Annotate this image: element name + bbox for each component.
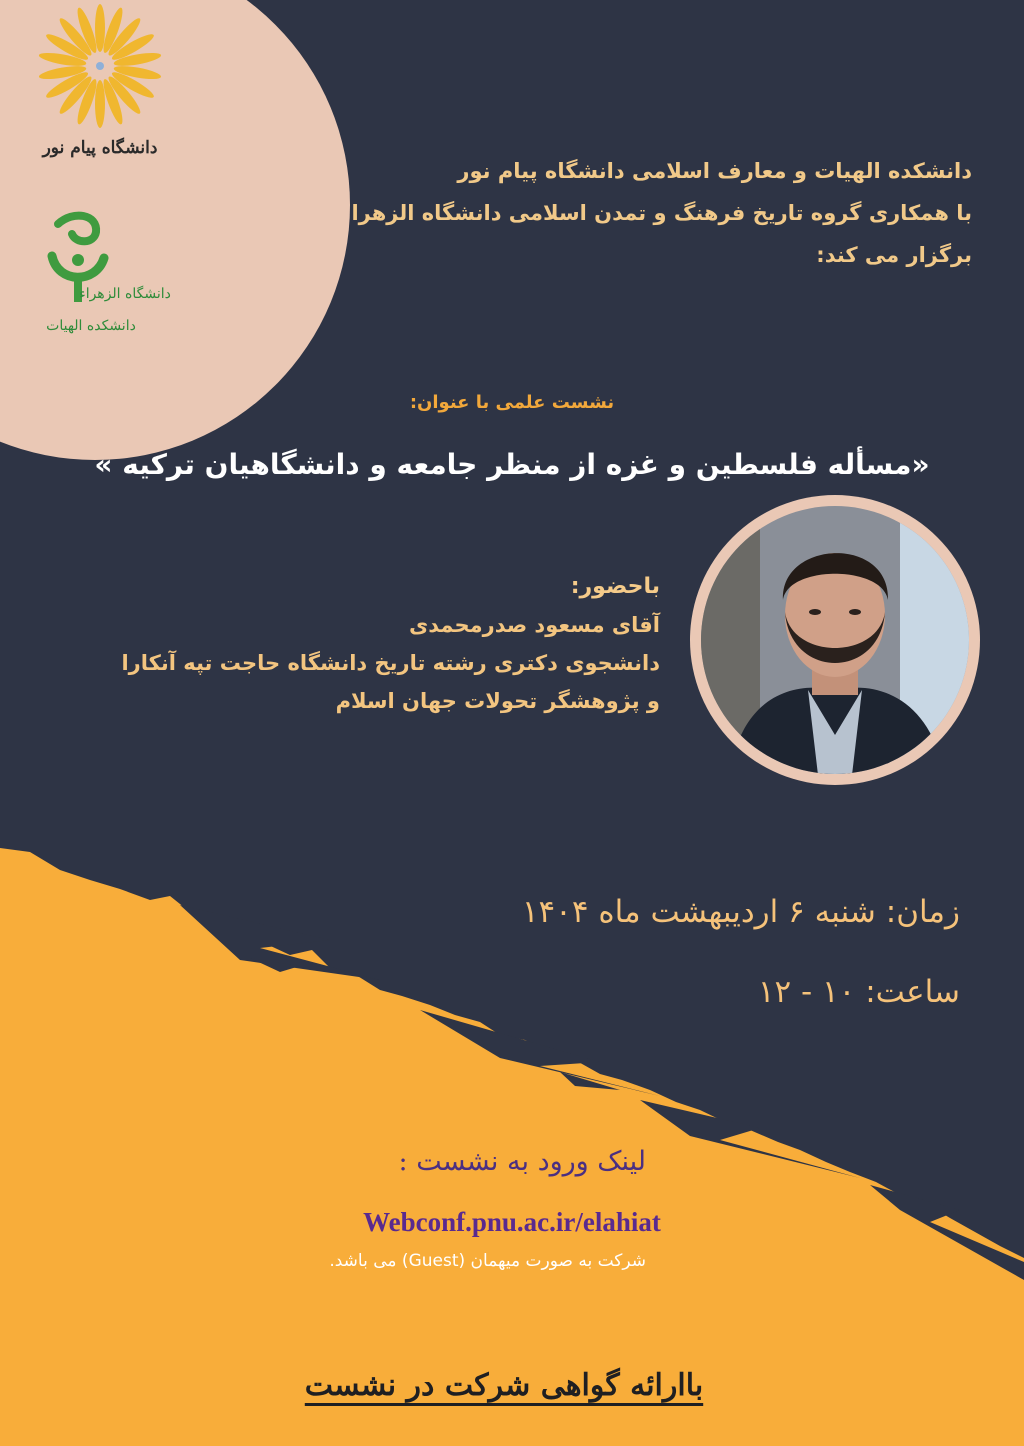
session-label: نشست علمی با عنوان: xyxy=(409,392,615,413)
schedule-date: زمان: شنبه ۶ اردیبهشت ماه ۱۴۰۴ xyxy=(521,894,960,930)
speaker-line-2: دانشجوی دکتری رشته تاریخ دانشگاه حاجت تپه آنکارا xyxy=(121,651,660,675)
speaker-name: آقای مسعود صدرمحمدی xyxy=(409,613,660,637)
certificate-note: باارائه گواهی شرکت در نشست xyxy=(304,1368,704,1403)
intro-line-2: با همکاری گروه تاریخ فرهنگ و تمدن اسلامی دانشگاه الزهرا xyxy=(351,201,972,225)
webconf-link[interactable]: Webconf.pnu.ac.ir/elahiat xyxy=(363,1207,661,1237)
alzahra-logo-caption-1: دانشگاه الزهراء xyxy=(79,286,171,302)
speaker-info xyxy=(100,568,660,720)
intro-line-3: برگزار می کند: xyxy=(816,243,972,267)
intro-line-1: دانشکده الهیات و معارف اسلامی دانشگاه پیام نور xyxy=(457,159,972,183)
schedule-block xyxy=(440,872,960,1032)
link-label: لینک ورود به نشست : xyxy=(398,1146,646,1177)
intro-block xyxy=(252,150,972,276)
speaker-photo xyxy=(690,495,980,785)
session-title: «مسأله فلسطین و غزه از منظر جامعه و دانشگاهیان ترکیه » xyxy=(94,448,930,481)
speaker-line-3: و پژوهشگر تحولات جهان اسلام xyxy=(335,689,660,713)
pnu-logo-caption: دانشگاه پیام نور xyxy=(42,138,158,158)
with-presence-label: باحضور: xyxy=(570,574,660,599)
alzahra-logo-caption-2: دانشکده الهیات xyxy=(46,318,136,334)
schedule-time: ساعت: ۱۰ - ۱۲ xyxy=(757,974,960,1010)
guest-note: شرکت به صورت میهمان (Guest) می باشد. xyxy=(329,1251,646,1271)
